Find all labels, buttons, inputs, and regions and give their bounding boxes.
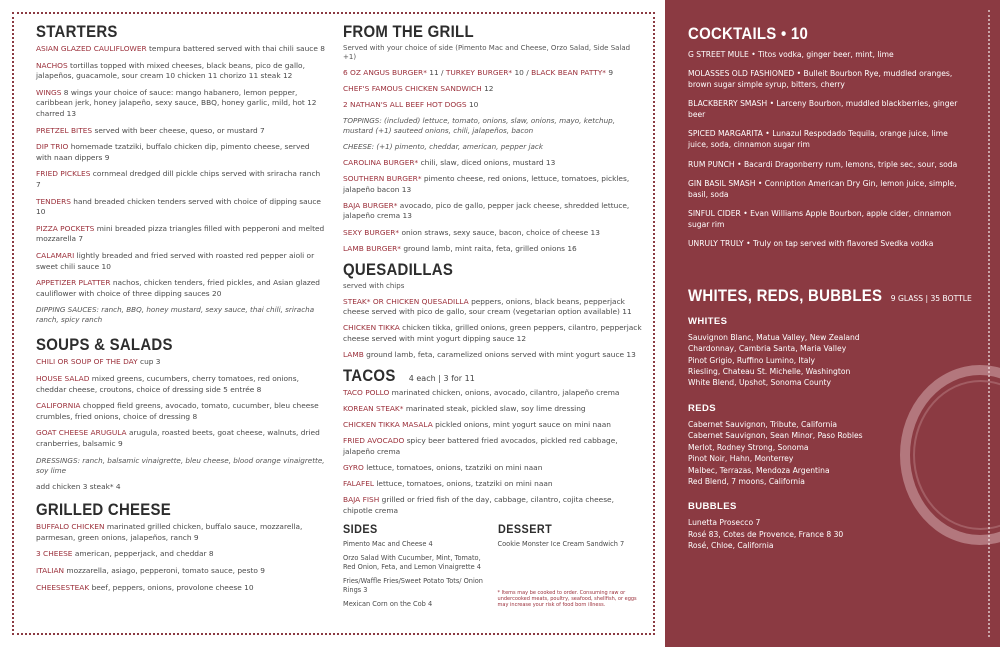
menu-item <box>343 228 645 239</box>
item-name: CALIFORNIA <box>36 401 81 411</box>
sides-section <box>343 522 486 613</box>
item-name: CHICKEN TIKKA <box>343 323 400 333</box>
item-description: peppers, onions, black beans, pepperjack cheese served with pico de gallo, sour cream (vegetarian option available) 11 <box>343 296 632 317</box>
item-name: RUM PUNCH <box>688 159 735 169</box>
item-name: LAMB <box>343 349 364 359</box>
item-name: FRIED PICKLES <box>36 169 91 179</box>
item-description: chicken tikka, grilled onions, green peppers, cilantro, pepperjack cheese served with mint yogurt dipping sauce 12 <box>343 323 642 343</box>
menu-item <box>36 401 326 422</box>
item-description: onion straws, sexy sauce, bacon, choice of cheese 13 <box>401 227 600 237</box>
item-description: avocado, pico de gallo, pepper jack cheese, shredded lettuce, jalapeño crema 13 <box>343 200 630 221</box>
item-description: tortillas topped with mixed cheeses, black beans, pico de gallo, jalapeños, guacamole, sour cream 10 chicken 11 chorizo 11 steak 12 <box>36 60 305 81</box>
sides-list <box>343 540 486 609</box>
menu-item <box>343 350 645 361</box>
item-name: 3 CHEESE <box>36 549 73 559</box>
menu-item <box>343 100 645 111</box>
item-name: WINGS <box>36 87 62 97</box>
item-description: lettuce, tomatoes, onions, tzatziki on mini naan <box>366 462 543 472</box>
wine-item: Lunetta Prosecco 7 <box>688 518 761 528</box>
item-description: mini breaded pizza triangles filled with pepperoni and melted mozzarella 7 <box>36 223 325 244</box>
food-disclaimer: * Items may be cooked to order. Consuming raw or undercooked meats, poultry, seafood, shellfish, or eggs may increase your risk of food born illness. <box>497 589 637 608</box>
item-name: 2 NATHAN'S ALL BEEF HOT DOGS <box>343 100 467 110</box>
item-name: CHEF'S FAMOUS CHICKEN SANDWICH <box>343 84 482 94</box>
item-description: arugula, roasted beets, goat cheese, walnuts, dried cranberries, balsamic 9 <box>36 428 320 448</box>
item-description: ground lamb, mint raita, feta, grilled onions 16 <box>403 243 577 253</box>
item-description: chili, slaw, diced onions, mustard 13 <box>420 158 556 168</box>
item-name: UNRULY TRULY <box>688 239 744 249</box>
menu-item <box>343 404 645 415</box>
grill-subtitle: Served with your choice of side (Pimento Mac and Cheese, Orzo Salad, Side Salad +1) <box>343 44 631 61</box>
item-name: CHEESESTEAK <box>36 582 90 592</box>
item-name: SINFUL CIDER <box>688 208 741 218</box>
item-name: CHICKEN TIKKA MASALA <box>343 420 433 430</box>
item-name: GYRO <box>343 462 364 472</box>
item-description: • Lunazul Respodado Tequila, orange juice, lime juice, soda, cinnamon sugar rim <box>688 129 948 150</box>
item-description: grilled or fried fish of the day, cabbage, cilantro, cojita cheese, chipotle crema <box>343 495 614 515</box>
item-name: APPETIZER PLATTER <box>36 278 111 288</box>
menu-item <box>36 44 326 55</box>
menu-item <box>36 224 326 245</box>
item-name: PIZZA POCKETS <box>36 223 95 233</box>
menu-item <box>688 69 963 91</box>
item-name: DIP TRIO <box>36 142 69 152</box>
item-name: FRIED AVOCADO <box>343 436 405 446</box>
quesadillas-list <box>343 297 645 361</box>
menu-item <box>36 566 326 577</box>
menu-item <box>36 583 326 594</box>
item-name: CHILI OR SOUP OF THE DAY <box>36 357 138 367</box>
item-description: • Truly on tap served with flavored Svedka vodka <box>746 239 934 249</box>
item-description: • Evan Williams Apple Bourbon, apple cider, cinnamon sugar rim <box>688 208 952 229</box>
item-description: marinated steak, pickled slaw, soy lime dressing <box>405 404 586 414</box>
item-price: 12 <box>484 84 494 94</box>
item-price: 10 <box>468 100 479 110</box>
item-name: SPICED MARGARITA <box>688 129 763 139</box>
item-name: SOUTHERN BURGER* <box>343 174 422 184</box>
menu-item <box>36 169 326 190</box>
dressings-note: DRESSINGS: ranch, balsamic vinaigrette, bleu cheese, blood orange vinaigrette, soy lime <box>36 455 325 475</box>
drinks-panel <box>665 0 1000 647</box>
item-name: BLACKBERRY SMASH <box>688 99 768 109</box>
quesadillas-subtitle: served with chips <box>343 281 405 290</box>
item-description: 8 wings your choice of sauce: mango habanero, lemon pepper, caribbean jerk, honey jalapeño, sexy sauce, BBQ, honey garlic, mild, hot 12 charred 13 <box>36 87 317 118</box>
menu-column-right <box>343 22 645 613</box>
wine-item: Riesling, Chateau St. Michelle, Washington <box>688 367 851 377</box>
menu-item <box>688 160 963 171</box>
menu-item <box>36 428 326 449</box>
item-name: NACHOS <box>36 60 68 70</box>
item-name: CAROLINA BURGER* <box>343 158 419 168</box>
menu-item <box>36 251 326 272</box>
item-description: american, pepperjack, and cheddar 8 <box>74 549 214 559</box>
item-name: GOAT CHEESE ARUGULA <box>36 428 127 438</box>
wine-item: Cabernet Sauvignon, Sean Minor, Paso Robles <box>688 431 863 441</box>
menu-item <box>36 549 326 560</box>
item-name: FALAFEL <box>343 479 375 488</box>
wine-item: Rosé 83, Cotes de Provence, France 8 30 <box>688 529 844 539</box>
dipping-sauces-note: DIPPING SAUCES: ranch, BBQ, honey mustard, sexy sauce, thai chili, sriracha ranch, spicy ranch <box>36 305 315 325</box>
item-description: • Titos vodka, ginger beer, mint, lime <box>751 50 894 59</box>
menu-item <box>343 479 645 490</box>
item-name: BLACK BEAN PATTY* <box>531 68 606 77</box>
item-name: PRETZEL BITES <box>36 125 93 135</box>
menu-item <box>36 61 326 82</box>
item-name: GIN BASIL SMASH <box>688 178 756 188</box>
item-name: STEAK* OR CHICKEN QUESADILLA <box>343 296 469 306</box>
item-name: KOREAN STEAK* <box>343 404 404 414</box>
menu-item <box>688 129 963 151</box>
item-name: HOUSE SALAD <box>36 374 90 384</box>
menu-item <box>688 50 963 61</box>
item-description: pimento cheese, red onions, lettuce, tomatoes, pickles, jalapeño bacon 13 <box>343 174 630 194</box>
menu-item <box>343 244 645 255</box>
toppings-note: TOPPINGS: (included) lettuce, tomato, onions, slaw, onions, mayo, ketchup, mustard (+1) sauteed onions, chili, jalapeños, bacon <box>343 116 616 136</box>
wine-item: Sauvignon Blanc, Matua Valley, New Zealand <box>688 332 860 342</box>
item-description: • Conniption American Dry Gin, lemon juice, simple, basil, soda <box>688 178 957 199</box>
wine-item: Chardonnay, Cambria Santa, Maria Valley <box>688 344 847 354</box>
item-description: homemade tzatziki, buffalo chicken dip, pimento cheese, served with naan dippers 9 <box>36 142 310 162</box>
item-name: ASIAN GLAZED CAULIFLOWER <box>36 44 147 53</box>
grilled-cheese-title: GRILLED CHEESE <box>36 500 172 520</box>
item-name: TENDERS <box>36 196 71 206</box>
side-item: Pimento Mac and Cheese 4 <box>343 540 433 549</box>
item-name: CALAMARI <box>36 251 75 260</box>
wine-item: Cabernet Sauvignon, Tribute, California <box>688 419 838 429</box>
side-item: Orzo Salad With Cucumber, Mint, Tomato, Red Onion, Feta, and Lemon Vinaigrette 4 <box>343 553 481 572</box>
menu-item <box>688 239 963 250</box>
wines-title: WHITES, REDS, BUBBLES <box>688 285 883 305</box>
menu-item <box>688 99 963 121</box>
dessert-item: Cookie Monster Ice Cream Sandwich 7 <box>497 540 625 549</box>
menu-item <box>36 142 326 163</box>
item-price: 9 <box>608 68 614 77</box>
item-description: cornmeal dredged dill pickle chips served with sriracha ranch 7 <box>36 169 321 189</box>
item-name: ITALIAN <box>36 566 65 575</box>
soups-list <box>36 357 326 449</box>
item-description: • Larceny Bourbon, muddled blackberries, ginger beer <box>688 99 958 120</box>
item-description: chopped field greens, avocado, tomato, cucumber, bleu cheese crumbles, fried onions, choice of dressing 8 <box>36 401 319 421</box>
side-item: Mexican Corn on the Cob 4 <box>343 599 433 608</box>
menu-item <box>36 357 326 368</box>
burger-options <box>343 68 645 79</box>
add-protein: add chicken 3 steak* 4 <box>36 481 121 491</box>
sides-dessert-row <box>343 522 645 613</box>
menu-item <box>343 388 645 399</box>
wine-item: Pinot Noir, Hahn, Monterrey <box>688 454 794 464</box>
menu-item <box>343 436 645 457</box>
tacos-list <box>343 388 645 516</box>
item-description: cup 3 <box>140 357 161 367</box>
quesadillas-title: QUESADILLAS <box>343 259 454 279</box>
item-name: 6 OZ ANGUS BURGER* <box>343 68 427 77</box>
item-name: TACO POLLO <box>343 388 390 398</box>
wines-header <box>688 285 972 306</box>
menu-item <box>343 420 645 431</box>
item-name: SEXY BURGER* <box>343 227 400 237</box>
item-description: pickled onions, mint yogurt sauce on mini naan <box>435 420 611 430</box>
menu-item <box>343 174 645 195</box>
bubbles-title: BUBBLES <box>688 501 737 513</box>
item-description: • Bulleit Bourbon Rye, muddled oranges, brown sugar simple syrup, bitters, cherry <box>688 69 953 90</box>
item-description: hand breaded chicken tenders served with choice of dipping sauce 10 <box>36 196 321 217</box>
wine-item: Pinot Grigio, Ruffino Lumino, Italy <box>688 355 816 365</box>
item-description: mixed greens, cucumbers, cherry tomatoes, red onions, cheddar cheese, croutons, choice of dressing side 5 entrée 8 <box>36 374 299 394</box>
cocktails-list <box>688 50 963 250</box>
item-description: ground lamb, feta, caramelized onions served with mint yogurt sauce 13 <box>366 349 636 359</box>
wine-item: Rosé, Chloe, California <box>688 541 774 551</box>
menu-column-left <box>36 22 326 599</box>
burgers-list <box>343 158 645 254</box>
item-name: G STREET MULE <box>688 50 749 59</box>
item-description: marinated chicken, onions, avocado, cilantro, jalapeño crema <box>391 388 620 398</box>
item-name: BAJA BURGER* <box>343 200 398 210</box>
item-description: mozzarella, asiago, pepperoni, tomato sauce, pesto 9 <box>66 566 265 575</box>
side-item: Fries/Waffle Fries/Sweet Potato Tots/ Onion Rings 3 <box>343 576 483 595</box>
bubbles-list <box>688 517 963 551</box>
menu-item <box>343 201 645 222</box>
item-description: served with beer cheese, queso, or mustard 7 <box>94 125 265 135</box>
menu-item <box>343 463 645 474</box>
item-name: LAMB BURGER* <box>343 243 401 253</box>
wines-price: 9 GLASS | 35 BOTTLE <box>890 293 972 303</box>
item-description: spicy beer battered fried avocados, pickled red cabbage, jalapeño crema <box>343 436 618 456</box>
whites-title: WHITES <box>688 315 728 327</box>
grill-title: FROM THE GRILL <box>343 22 474 41</box>
reds-title: REDS <box>688 402 716 414</box>
menu-item <box>36 126 326 137</box>
item-price: 11 / <box>429 68 446 77</box>
menu-item <box>343 297 645 318</box>
soups-title: SOUPS & SALADS <box>36 335 173 355</box>
dessert-section <box>498 522 645 613</box>
cheese-note: CHEESE: (+1) pimento, cheddar, american, pepper jack <box>343 142 543 152</box>
cocktails-title: COCKTAILS • 10 <box>688 24 809 43</box>
starters-list <box>36 44 326 299</box>
menu-item <box>688 179 963 201</box>
menu-item <box>36 278 326 299</box>
item-name: MOLASSES OLD FASHIONED <box>688 69 795 79</box>
starters-title: STARTERS <box>36 22 118 41</box>
menu-item <box>688 209 963 231</box>
menu-item <box>343 495 645 516</box>
sides-title: SIDES <box>343 522 378 537</box>
dessert-title: DESSERT <box>497 522 552 537</box>
menu-item <box>343 158 645 169</box>
tacos-header <box>343 366 645 388</box>
item-description: beef, peppers, onions, provolone cheese 10 <box>91 582 254 592</box>
item-description: nachos, chicken tenders, fried pickles, and Asian glazed cauliflower with choice of three dipping sauces 20 <box>36 278 320 298</box>
item-description: tempura battered served with thai chili sauce 8 <box>149 44 325 53</box>
tacos-title: TACOS <box>343 366 396 386</box>
wine-item: Red Blend, 7 moons, California <box>688 476 805 486</box>
wine-item: Merlot, Rodney Strong, Sonoma <box>688 442 809 452</box>
menu-item <box>36 374 326 395</box>
item-name: TURKEY BURGER* <box>445 68 513 77</box>
menu-item <box>343 84 645 95</box>
tacos-price: 4 each | 3 for 11 <box>408 374 475 384</box>
item-description: lettuce, tomatoes, onions, tzatziki on mini naan <box>376 479 553 488</box>
grilled-list <box>36 522 326 593</box>
menu-item <box>36 522 326 543</box>
whites-list <box>688 332 963 389</box>
item-name: BUFFALO CHICKEN <box>36 522 105 532</box>
menu-item <box>36 88 326 120</box>
drinks-column <box>688 24 972 552</box>
menu-item <box>36 197 326 218</box>
item-name: BAJA FISH <box>343 495 380 505</box>
item-description: marinated grilled chicken, buffalo sauce, mozzarella, parmesan, green onions, jalapeños, ranch 9 <box>36 522 303 542</box>
menu-item <box>343 323 645 344</box>
item-price: 10 / <box>514 68 532 77</box>
reds-list <box>688 419 963 487</box>
wine-item: Malbec, Terrazas, Mendoza Argentina <box>688 465 830 475</box>
item-description: • Bacardi Dragonberry rum, lemons, triple sec, sour, soda <box>737 159 958 169</box>
item-description: lightly breaded and fried served with roasted red pepper aioli or sweet chili sauce 10 <box>36 251 315 271</box>
wine-item: White Blend, Upshot, Sonoma County <box>688 378 831 388</box>
